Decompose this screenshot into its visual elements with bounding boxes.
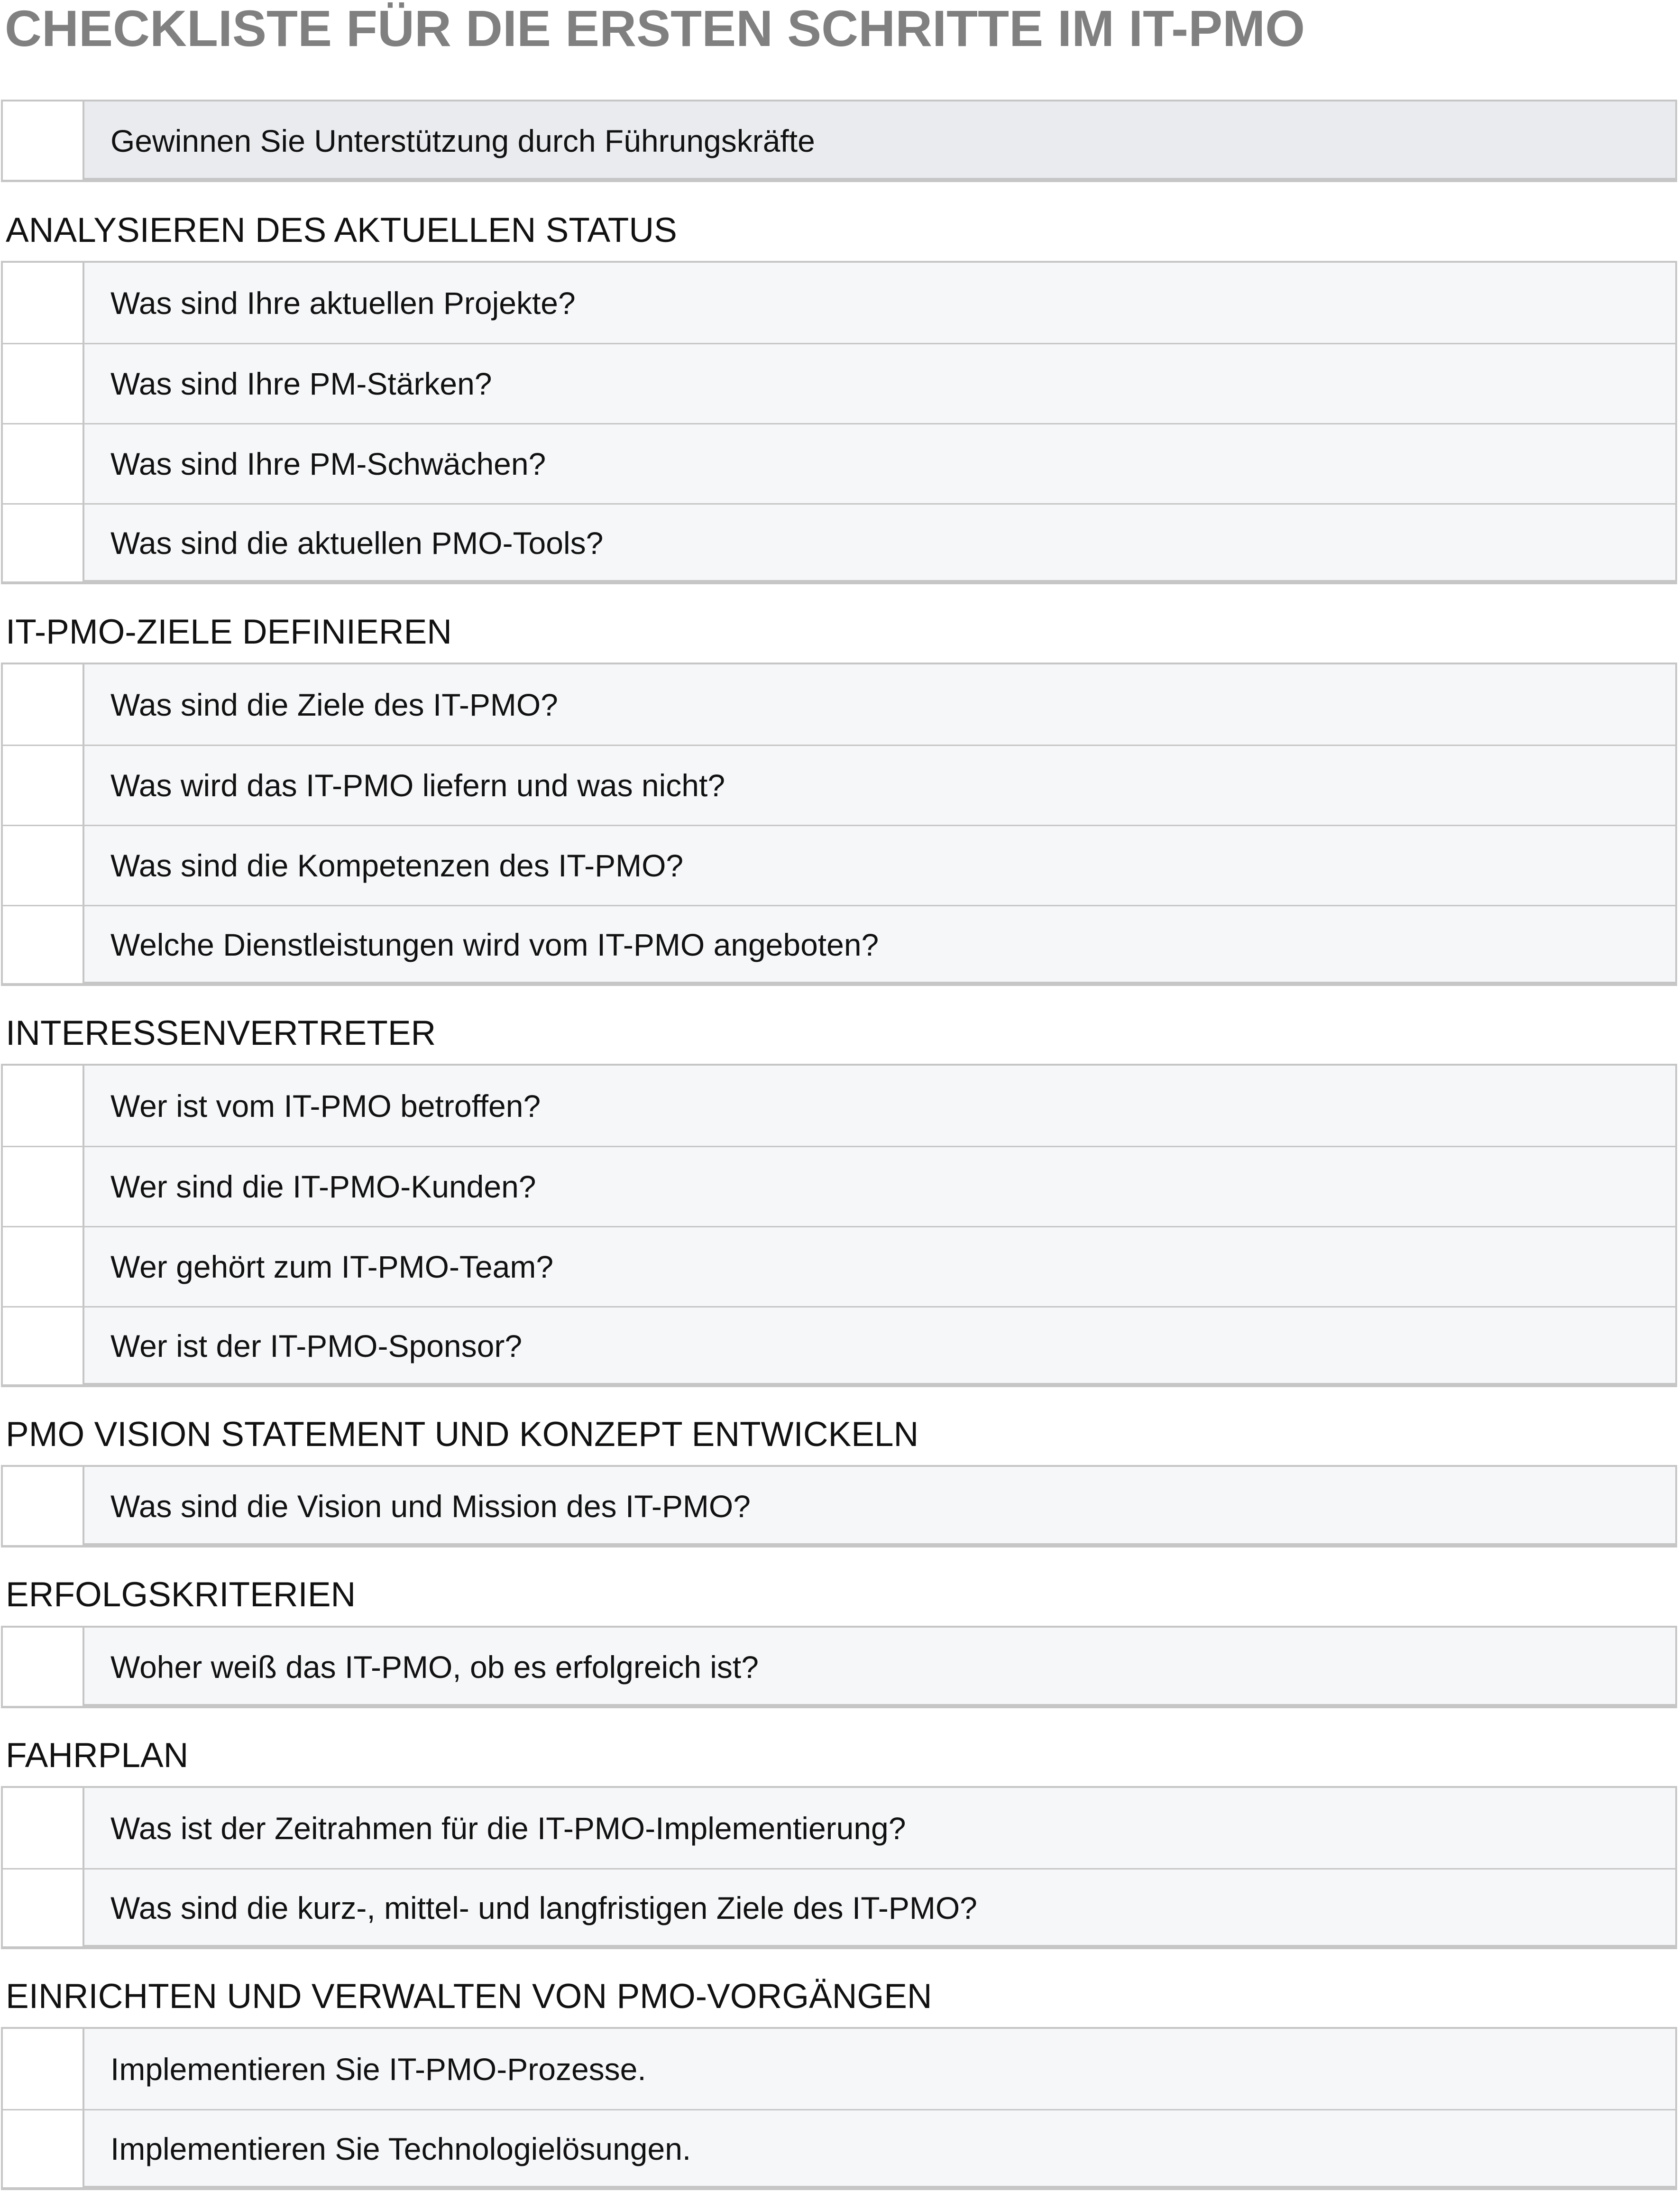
checkbox[interactable] — [3, 826, 84, 905]
checklist-row — [3, 263, 1675, 343]
item-label: Woher weiß das IT-PMO, ob es erfolgreich ist? — [110, 1649, 759, 1685]
checkbox[interactable] — [3, 1066, 84, 1146]
section-block — [1, 261, 1677, 584]
checkbox[interactable] — [3, 2029, 84, 2109]
checkbox[interactable] — [3, 1467, 84, 1545]
checkbox[interactable] — [3, 344, 84, 423]
item-label: Was sind die kurz-, mittel- und langfristigen Ziele des IT-PMO? — [110, 1890, 977, 1925]
checklist-row — [3, 423, 1675, 503]
item-label: Implementieren Sie Technologielösungen. — [110, 2131, 691, 2166]
item-label: Wer ist der IT-PMO-Sponsor? — [110, 1328, 523, 1363]
section-heading: ANALYSIEREN DES AKTUELLEN STATUS — [6, 211, 677, 249]
section-heading: FAHRPLAN — [6, 1736, 189, 1775]
item-label: Was sind Ihre aktuellen Projekte? — [110, 285, 576, 321]
section-block — [1, 2027, 1677, 2190]
section-block — [1, 663, 1677, 986]
item-label: Wer sind die IT-PMO-Kunden? — [110, 1169, 536, 1204]
checkbox[interactable] — [3, 424, 84, 503]
section-heading: IT-PMO-ZIELE DEFINIEREN — [6, 613, 452, 651]
item-label: Gewinnen Sie Unterstützung durch Führungskräfte — [110, 123, 815, 158]
item-label: Was sind die aktuellen PMO-Tools? — [110, 525, 604, 561]
checkbox[interactable] — [3, 263, 84, 343]
section-block — [1, 1465, 1677, 1547]
item-label: Was wird das IT-PMO liefern und was nicht? — [110, 768, 725, 803]
checklist-row — [3, 745, 1675, 825]
checkbox[interactable] — [3, 1870, 84, 1946]
checkbox[interactable] — [3, 101, 84, 180]
checklist-row — [3, 825, 1675, 905]
checkbox[interactable] — [3, 505, 84, 581]
checklist-row — [3, 1868, 1675, 1946]
checkbox[interactable] — [3, 1628, 84, 1706]
checklist-row — [3, 664, 1675, 745]
section-heading: INTERESSENVERTRETER — [6, 1014, 436, 1052]
checkbox[interactable] — [3, 906, 84, 983]
checkbox[interactable] — [3, 2110, 84, 2187]
checklist-row — [3, 503, 1675, 581]
checklist-row — [3, 1628, 1675, 1706]
item-label: Wer gehört zum IT-PMO-Team? — [110, 1249, 554, 1284]
checklist-row — [3, 905, 1675, 983]
checklist-row — [3, 2029, 1675, 2109]
checkbox[interactable] — [3, 1147, 84, 1226]
item-label: Was sind die Kompetenzen des IT-PMO? — [110, 848, 684, 883]
checkbox[interactable] — [3, 1308, 84, 1384]
checklist-row — [3, 1226, 1675, 1306]
checklist-row — [3, 343, 1675, 423]
item-label: Was sind die Ziele des IT-PMO? — [110, 687, 558, 722]
item-label: Was sind Ihre PM-Stärken? — [110, 366, 492, 401]
page-title: CHECKLISTE FÜR DIE ERSTEN SCHRITTE IM IT-PMO — [5, 0, 1305, 57]
checkbox[interactable] — [3, 1788, 84, 1868]
checkbox[interactable] — [3, 664, 84, 745]
intro-block — [1, 100, 1677, 182]
checklist-row — [3, 101, 1675, 180]
checklist-row — [3, 1306, 1675, 1384]
item-label: Welche Dienstleistungen wird vom IT-PMO angeboten? — [110, 927, 879, 962]
item-label: Wer ist vom IT-PMO betroffen? — [110, 1088, 541, 1124]
checklist-row — [3, 1788, 1675, 1868]
item-label: Was sind die Vision und Mission des IT-PMO? — [110, 1488, 751, 1524]
checklist-row — [3, 2109, 1675, 2187]
section-heading: ERFOLGSKRITERIEN — [6, 1575, 356, 1614]
checklist-row — [3, 1066, 1675, 1146]
section-block — [1, 1626, 1677, 1708]
section-heading: EINRICHTEN UND VERWALTEN VON PMO-VORGÄNGEN — [6, 1977, 932, 2016]
checklist-row — [3, 1146, 1675, 1226]
checkbox[interactable] — [3, 746, 84, 825]
item-label: Was sind Ihre PM-Schwächen? — [110, 446, 546, 481]
item-label: Was ist der Zeitrahmen für die IT-PMO-Implementierung? — [110, 1810, 906, 1846]
section-block — [1, 1786, 1677, 1949]
checkbox[interactable] — [3, 1227, 84, 1306]
item-label: Implementieren Sie IT-PMO-Prozesse. — [110, 2051, 646, 2087]
section-block — [1, 1064, 1677, 1387]
checklist-row — [3, 1467, 1675, 1545]
section-heading: PMO VISION STATEMENT UND KONZEPT ENTWICKELN — [6, 1415, 919, 1454]
